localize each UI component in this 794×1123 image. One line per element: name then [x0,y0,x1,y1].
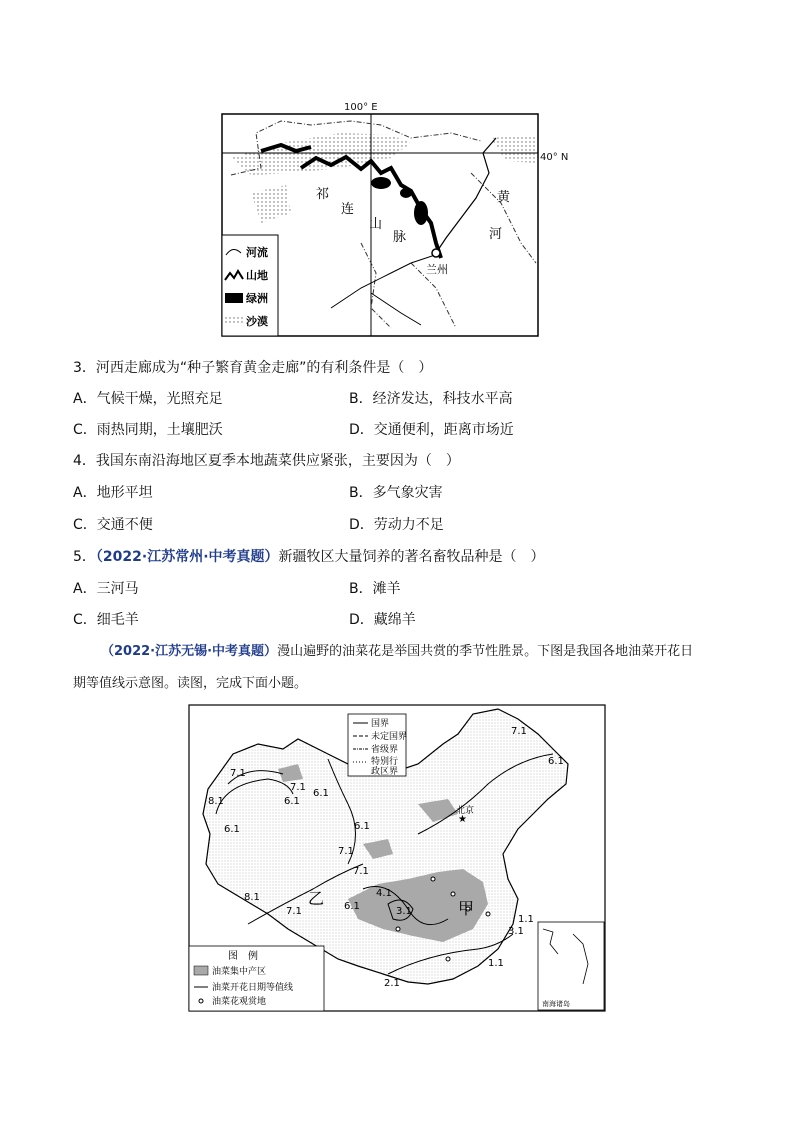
mountain-char: 连 [341,202,355,217]
legend-river: 河流 [246,246,268,259]
contour-label: 6.1 [548,756,564,767]
desert-legend-icon [225,315,243,325]
label-yi: 乙 [308,889,325,908]
question-3-stem: 3．河西走廊成为“种子繁育黄金走廊”的有利条件是（ ） [73,360,433,376]
legend-title: 图 例 [228,951,258,962]
contour-label: 7.1 [230,768,246,779]
q3-option-a[interactable]: A．气候干燥，光照充足 [73,391,223,407]
q5-option-c[interactable]: C．细毛羊 [73,612,139,628]
q4-option-a[interactable]: A．地形平坦 [73,485,153,501]
contour-label: 7.1 [290,782,306,793]
contour-label: 1.1 [518,914,534,925]
legend-sar-1: 特别行 [371,757,399,767]
question-4-stem: 4．我国东南沿海地区夏季本地蔬菜供应紧张，主要因为（ ） [73,453,460,469]
viewing-site [396,927,400,931]
river-char: 黄 [497,190,511,205]
rapeseed-legend-icon [194,966,208,975]
mountain-char: 脉 [393,230,407,245]
inset-label: 南海诸岛 [542,1000,570,1008]
beijing-label: 北京 [456,806,475,816]
hexi-corridor-map [221,113,539,337]
oasis [414,201,428,225]
q5-number: 5． [73,549,96,565]
city-label: 兰州 [426,263,448,276]
legend-rapeseed: 油菜集中产区 [212,967,267,977]
legend-site: 油菜花观赏地 [212,997,267,1007]
q5-option-b[interactable]: B．滩羊 [349,581,401,597]
beijing-star: ★ [458,814,467,825]
q3-option-c[interactable]: C．雨热同期，土壤肥沃 [73,422,223,438]
contour-label: 7.1 [511,726,527,737]
legend-desert: 沙漠 [246,315,268,328]
q3-option-b[interactable]: B．经济发达，科技水平高 [349,391,513,407]
viewing-site [451,892,455,896]
contour-label: 3.1 [396,906,412,917]
legend-contour: 油菜开花日期等值线 [212,983,294,993]
lat-label: 40° N [540,152,569,163]
lanzhou-marker [432,249,440,257]
viewing-site [431,877,435,881]
contour-label: 7.1 [338,846,354,857]
site-legend-icon [199,999,203,1003]
q5-source: （2022·江苏常州·中考真题） [95,549,279,565]
oasis [371,177,391,189]
contour-label: 6.1 [344,901,360,912]
contour-label: 3.1 [508,926,524,937]
china-rapeseed-map [188,704,606,1012]
oasis [400,188,412,198]
contour-label: 6.1 [313,788,329,799]
legend-undefined: 未定国界 [371,732,408,742]
contour-label: 6.1 [354,821,370,832]
legend-national: 国界 [371,719,390,729]
contour-label: 8.1 [208,796,224,807]
q4-option-c[interactable]: C．交通不便 [73,517,153,533]
q5-text: 新疆牧区大量饲养的著名畜牧品种是（ ） [278,549,545,565]
legend-mountain: 山地 [246,269,268,282]
intro-line-1 [101,642,693,662]
contour-label: 1.1 [488,958,504,969]
contour-label: 6.1 [284,796,300,807]
lon-label-text: 100° E [344,102,378,113]
legend-province: 省级界 [371,745,399,755]
south-china-sea-inset [538,922,604,1010]
intro-text-1: 漫山遍野的油菜花是举国共赏的季节性胜景。下图是我国各地油菜开花日 [277,644,694,659]
legend-oasis: 绿洲 [246,292,268,305]
question-5-stem [73,547,545,567]
contour-label: 7.1 [353,866,369,877]
mountain-char: 山 [369,217,383,232]
viewing-site [486,912,490,916]
intro-source: （2022·江苏无锡·中考真题） [101,644,278,659]
contour-label: 6.1 [224,824,240,835]
q5-option-a[interactable]: A．三河马 [73,581,139,597]
mountain-char: 祁 [316,187,330,202]
viewing-site [446,957,450,961]
contour-label: 4.1 [376,888,392,899]
oasis-legend-icon [225,293,243,303]
contour-label: 8.1 [244,892,260,903]
q4-option-d[interactable]: D．劳动力不足 [349,517,444,533]
intro-line-2: 期等值线示意图。读图，完成下面小题。 [73,676,308,691]
q4-option-b[interactable]: B．多气象灾害 [349,485,443,501]
label-jia: 甲 [458,899,475,918]
contour-label: 7.1 [286,906,302,917]
china-map-svg [188,704,606,1012]
q5-option-d[interactable]: D．藏绵羊 [349,612,416,628]
river-char: 河 [489,227,503,242]
legend-sar-2: 政区界 [371,767,399,777]
contour-label: 2.1 [384,978,400,989]
q3-option-d[interactable]: D．交通便利，距离市场近 [349,422,514,438]
lon-label [344,113,378,115]
hexi-map-svg [221,113,539,337]
